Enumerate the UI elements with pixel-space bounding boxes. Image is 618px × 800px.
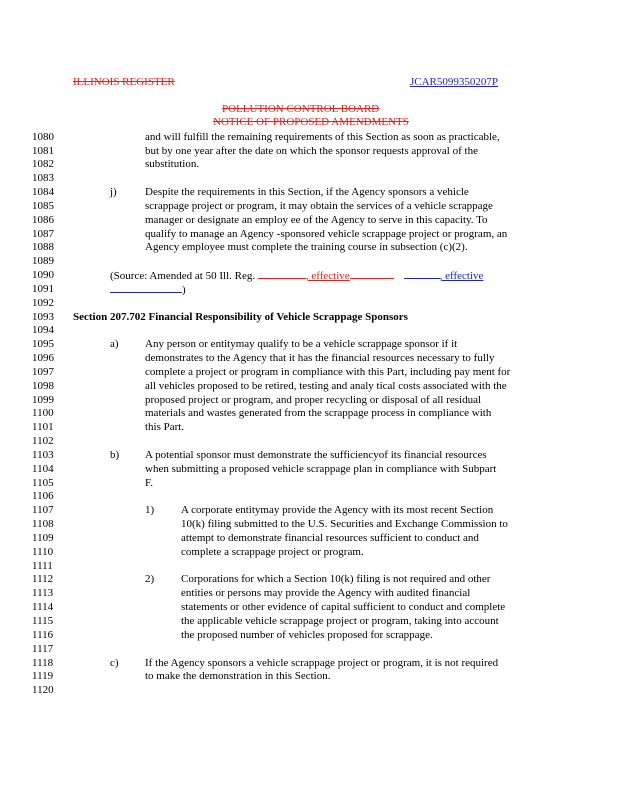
line-number: 1117 bbox=[32, 643, 54, 655]
body-line: proposed project or program, and proper recycling or disposal of all residual bbox=[145, 394, 482, 406]
line-number: 1080 bbox=[32, 131, 54, 143]
line-number: 1107 bbox=[32, 504, 54, 516]
body-line: Any person or entitymay qualify to be a vehicle scrappage sponsor if it bbox=[145, 338, 458, 350]
line-number: 1097 bbox=[32, 366, 54, 378]
body-line: substitution. bbox=[145, 158, 200, 170]
line-number: 1084 bbox=[32, 186, 54, 198]
line-number: 1088 bbox=[32, 241, 54, 253]
inserted-effective: , effective bbox=[439, 270, 484, 282]
line-number: 1114 bbox=[32, 601, 54, 613]
body-line: when submitting a proposed vehicle scrappage plan in compliance with Subpart bbox=[145, 463, 497, 475]
body-line: A potential sponsor must demonstrate the sufficiencyof its financial resources bbox=[145, 449, 487, 461]
line-number: 1109 bbox=[32, 532, 54, 544]
line-number: 1115 bbox=[32, 615, 54, 627]
body-line: Agency employee must complete the training course in subsection (c)(2). bbox=[145, 241, 468, 253]
line-number: 1095 bbox=[32, 338, 54, 350]
line-number: 1093 bbox=[32, 311, 54, 323]
body-line: scrappage project or program, it may obtain the services of a vehicle scrappage bbox=[145, 200, 493, 212]
source-note-close bbox=[110, 282, 186, 297]
deleted-effective: , effective bbox=[305, 270, 350, 282]
board-title: POLLUTION CONTROL BOARD bbox=[222, 103, 380, 115]
source-prefix: (Source: Amended at 50 Ill. Reg. bbox=[110, 270, 258, 282]
line-number: 1112 bbox=[32, 573, 54, 585]
line-number: 1118 bbox=[32, 657, 54, 669]
inserted-blank bbox=[404, 268, 440, 279]
body-line: qualify to manage an Agency -sponsored vehicle scrappage project or program, an bbox=[145, 228, 508, 240]
line-number: 1085 bbox=[32, 200, 54, 212]
line-number: 1092 bbox=[32, 297, 54, 309]
item-b-label: b) bbox=[110, 449, 120, 461]
body-line: the proposed number of vehicles proposed for scrappage. bbox=[181, 629, 433, 641]
body-line: materials and wastes generated from the scrappage process in compliance with bbox=[145, 407, 492, 419]
item-c-label: c) bbox=[110, 657, 119, 669]
line-number: 1103 bbox=[32, 449, 54, 461]
line-number: 1091 bbox=[32, 283, 54, 295]
subitem-2-label: 2) bbox=[145, 573, 155, 585]
line-number: 1094 bbox=[32, 324, 54, 336]
body-line: but by one year after the date on which the sponsor requests approval of the bbox=[145, 145, 478, 157]
body-line: this Part. bbox=[145, 421, 185, 433]
line-number: 1102 bbox=[32, 435, 54, 447]
body-line: entities or persons may provide the Agency with audited financial bbox=[181, 587, 471, 599]
line-number: 1089 bbox=[32, 255, 54, 267]
line-number: 1081 bbox=[32, 145, 54, 157]
line-number: 1110 bbox=[32, 546, 54, 558]
inserted-blank bbox=[110, 282, 182, 293]
body-line: complete a project or program in compliance with this Part, including pay ment for bbox=[145, 366, 511, 378]
register-title: ILLINOIS REGISTER bbox=[73, 76, 175, 88]
body-line: If the Agency sponsors a vehicle scrappage project or program, it is not required bbox=[145, 657, 499, 669]
line-number: 1106 bbox=[32, 490, 54, 502]
deleted-blank bbox=[258, 268, 306, 279]
line-number: 1105 bbox=[32, 477, 54, 489]
line-number: 1100 bbox=[32, 407, 54, 419]
item-a-label: a) bbox=[110, 338, 119, 350]
line-number: 1086 bbox=[32, 214, 54, 226]
line-number: 1098 bbox=[32, 380, 54, 392]
source-note bbox=[110, 268, 483, 283]
deleted-blank bbox=[350, 268, 394, 279]
notice-title: NOTICE OF PROPOSED AMENDMENTS bbox=[213, 116, 409, 128]
body-line: F. bbox=[145, 477, 153, 489]
source-closing: ) bbox=[182, 284, 186, 296]
body-line: the applicable vehicle scrappage project or program, taking into account bbox=[181, 615, 499, 627]
body-line: to make the demonstration in this Section. bbox=[145, 670, 331, 682]
line-number: 1082 bbox=[32, 158, 54, 170]
line-number: 1099 bbox=[32, 394, 54, 406]
line-number: 1101 bbox=[32, 421, 54, 433]
body-line: attempt to demonstrate financial resources sufficient to conduct and bbox=[181, 532, 479, 544]
body-line: Despite the requirements in this Section, if the Agency sponsors a vehicle bbox=[145, 186, 469, 198]
subitem-1-label: 1) bbox=[145, 504, 155, 516]
line-number: 1113 bbox=[32, 587, 54, 599]
line-number: 1116 bbox=[32, 629, 54, 641]
item-j-label: j) bbox=[110, 186, 117, 198]
line-number: 1119 bbox=[32, 670, 54, 682]
body-line: all vehicles proposed to be retired, testing and analy tical costs associated with the bbox=[145, 380, 507, 392]
body-line: Corporations for which a Section 10(k) filing is not required and other bbox=[181, 573, 491, 585]
body-line: 10(k) filing submitted to the U.S. Securities and Exchange Commission to bbox=[181, 518, 508, 530]
line-number: 1090 bbox=[32, 269, 54, 281]
body-line: demonstrates to the Agency that it has the financial resources necessary to fully bbox=[145, 352, 495, 364]
body-line: statements or other evidence of capital sufficient to conduct and complete bbox=[181, 601, 506, 613]
body-line: complete a scrappage project or program. bbox=[181, 546, 364, 558]
line-number: 1111 bbox=[32, 560, 53, 572]
line-number: 1120 bbox=[32, 684, 54, 696]
body-line: and will fulfill the remaining requirements of this Section as soon as practicable, bbox=[145, 131, 500, 143]
body-line: A corporate entitymay provide the Agency with its most recent Section bbox=[181, 504, 494, 516]
line-number: 1096 bbox=[32, 352, 54, 364]
line-number: 1083 bbox=[32, 172, 54, 184]
body-line: manager or designate an employ ee of the Agency to serve in this capacity. To bbox=[145, 214, 488, 226]
line-number: 1087 bbox=[32, 228, 54, 240]
line-number: 1108 bbox=[32, 518, 54, 530]
section-heading: Section 207.702 Financial Responsibility of Vehicle Scrappage Sponsors bbox=[73, 311, 408, 323]
jcar-code: JCAR5099350207P bbox=[410, 76, 499, 88]
line-number: 1104 bbox=[32, 463, 54, 475]
